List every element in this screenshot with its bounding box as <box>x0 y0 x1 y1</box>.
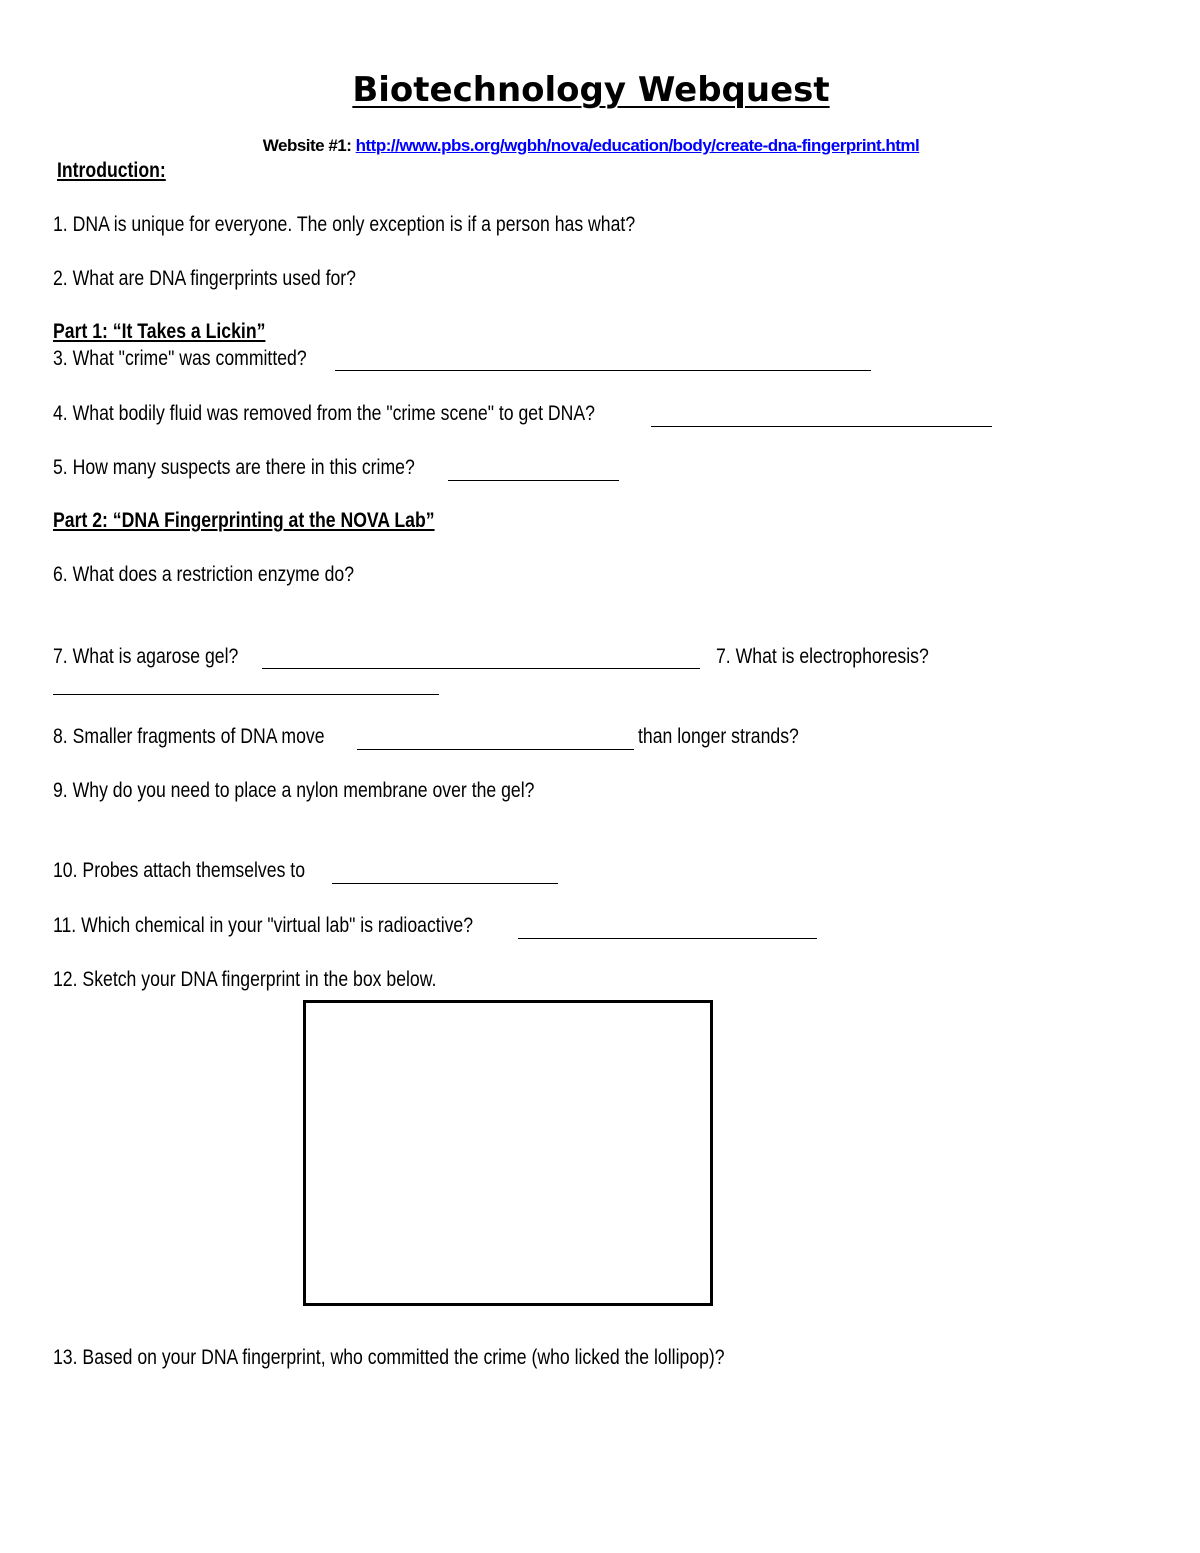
question-10: 10. Probes attach themselves to <box>53 859 305 882</box>
website-line <box>0 136 1182 156</box>
question-6: 6. What does a restriction enzyme do? <box>53 563 355 586</box>
answer-line-3[interactable] <box>335 370 871 371</box>
part1-heading: Part 1: “It Takes a Lickin” <box>53 320 266 343</box>
question-8-end: than longer strands? <box>638 725 799 748</box>
question-7-agarose: 7. What is agarose gel? <box>53 645 239 668</box>
website-link[interactable]: http://www.pbs.org/wgbh/nova/education/body/create-dna-fingerprint.html <box>355 136 920 155</box>
question-13: 13. Based on your DNA fingerprint, who committed the crime (who licked the lollipop)? <box>53 1346 725 1369</box>
answer-line-10[interactable] <box>332 883 558 884</box>
question-1: 1. DNA is unique for everyone. The only exception is if a person has what? <box>53 213 636 236</box>
answer-line-11[interactable] <box>518 938 817 939</box>
introduction-heading: Introduction: <box>57 159 166 182</box>
question-7-electrophoresis: 7. What is electrophoresis? <box>716 645 929 668</box>
sketch-box[interactable] <box>303 1000 713 1306</box>
answer-line-7b[interactable] <box>53 694 439 695</box>
answer-line-7a[interactable] <box>262 668 700 669</box>
question-2: 2. What are DNA fingerprints used for? <box>53 267 356 290</box>
part2-heading: Part 2: “DNA Fingerprinting at the NOVA Lab” <box>53 509 435 532</box>
question-11: 11. Which chemical in your "virtual lab" is radioactive? <box>53 914 474 937</box>
page-title: Biotechnology Webquest <box>352 70 830 110</box>
answer-line-4[interactable] <box>651 426 992 427</box>
question-12: 12. Sketch your DNA fingerprint in the box below. <box>53 968 437 991</box>
answer-line-8[interactable] <box>357 749 634 750</box>
website-label: Website #1: <box>262 136 356 155</box>
question-4: 4. What bodily fluid was removed from the "crime scene" to get DNA? <box>53 402 595 425</box>
answer-line-5[interactable] <box>448 480 619 481</box>
question-8-start: 8. Smaller fragments of DNA move <box>53 725 325 748</box>
question-5: 5. How many suspects are there in this crime? <box>53 456 415 479</box>
question-9: 9. Why do you need to place a nylon membrane over the gel? <box>53 779 535 802</box>
question-3: 3. What "crime" was committed? <box>53 347 307 370</box>
